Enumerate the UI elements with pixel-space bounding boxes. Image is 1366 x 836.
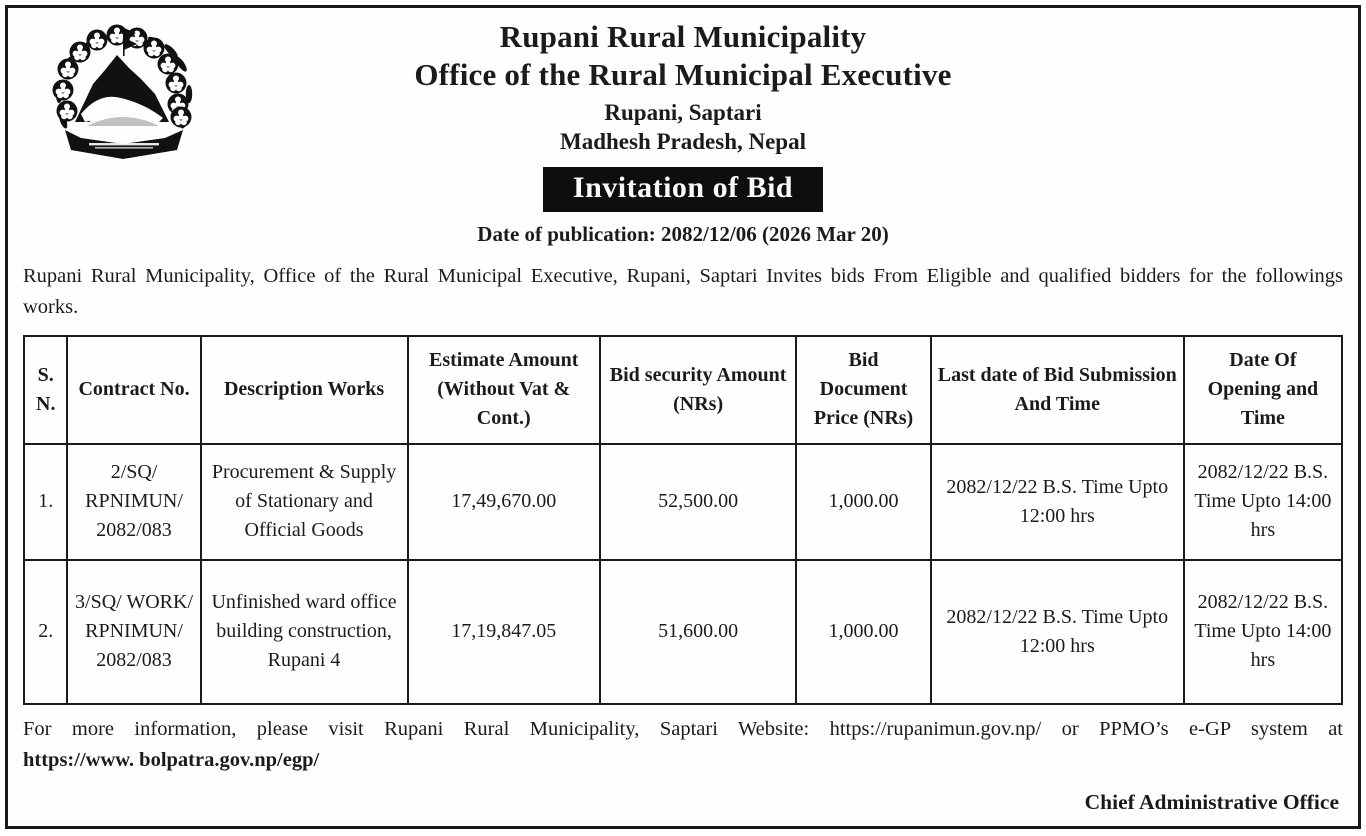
cell-bid-security: 51,600.00 [600,560,796,704]
notice-header [23,18,1343,247]
col-header-last-date: Last date of Bid Submission And Time [931,336,1184,444]
cell-bid-security: 52,500.00 [600,444,796,560]
cell-doc-price: 1,000.00 [796,560,930,704]
col-header-opening-date: Date Of Opening and Time [1184,336,1342,444]
col-header-estimate-amount: Estimate Amount (Without Vat & Cont.) [408,336,600,444]
org-name: Rupani Rural Municipality [499,19,867,54]
office-name: Office of the Rural Municipal Executive [414,56,952,92]
location-line: Rupani, Saptari [604,99,762,125]
cell-last-date: 2082/12/22 B.S. Time Upto 12:00 hrs [931,560,1184,704]
col-header-sn: S. N. [24,336,67,444]
table-row [24,444,1342,560]
cell-description: Unfinished ward office building construction, Rupani 4 [201,560,408,704]
footer-egp-url: https://www. bolpatra.gov.np/egp/ [23,748,320,771]
province-line: Madhesh Pradesh, Nepal [560,129,806,155]
cell-contract-no: 2/SQ/ RPNIMUN/ 2082/083 [67,444,200,560]
footer-info-line: For more information, please visit Rupani Rural Municipality, Saptari Website: https://rupanimun.gov.np/ or PPMO’s e-GP system at [23,717,1343,740]
cell-estimate-amount: 17,19,847.05 [408,560,600,704]
col-header-description: Description Works [201,336,408,444]
cell-opening-date: 2082/12/22 B.S. Time Upto 14:00 hrs [1184,560,1342,704]
nepal-emblem-logo [37,22,209,168]
table-row [24,560,1342,704]
cell-sn: 2. [24,560,67,704]
cell-estimate-amount: 17,49,670.00 [408,444,600,560]
cell-opening-date: 2082/12/22 B.S. Time Upto 14:00 hrs [1184,444,1342,560]
cell-last-date: 2082/12/22 B.S. Time Upto 12:00 hrs [931,444,1184,560]
cell-sn: 1. [24,444,67,560]
intro-paragraph: Rupani Rural Municipality, Office of the Rural Municipal Executive, Rupani, Saptari Invites bids From Eligible and qualified bidders for the followings works. [23,264,1343,318]
col-header-bid-security: Bid security Amount (NRs) [600,336,796,444]
col-header-doc-price: Bid Document Price (NRs) [796,336,930,444]
table-header-row [24,336,1342,444]
invitation-banner: Invitation of Bid [543,167,823,212]
banner-wrap [23,167,1343,212]
publication-date: Date of publication: 2082/12/06 (2026 Mar 20) [477,221,889,246]
cell-contract-no: 3/SQ/ WORK/ RPNIMUN/ 2082/083 [67,560,200,704]
bid-table [23,335,1343,705]
notice-border-frame [5,5,1361,829]
cell-description: Procurement & Supply of Stationary and Official Goods [201,444,408,560]
col-header-contract-no: Contract No. [67,336,200,444]
signature-line: Chief Administrative Office [1084,790,1339,815]
cell-doc-price: 1,000.00 [796,444,930,560]
